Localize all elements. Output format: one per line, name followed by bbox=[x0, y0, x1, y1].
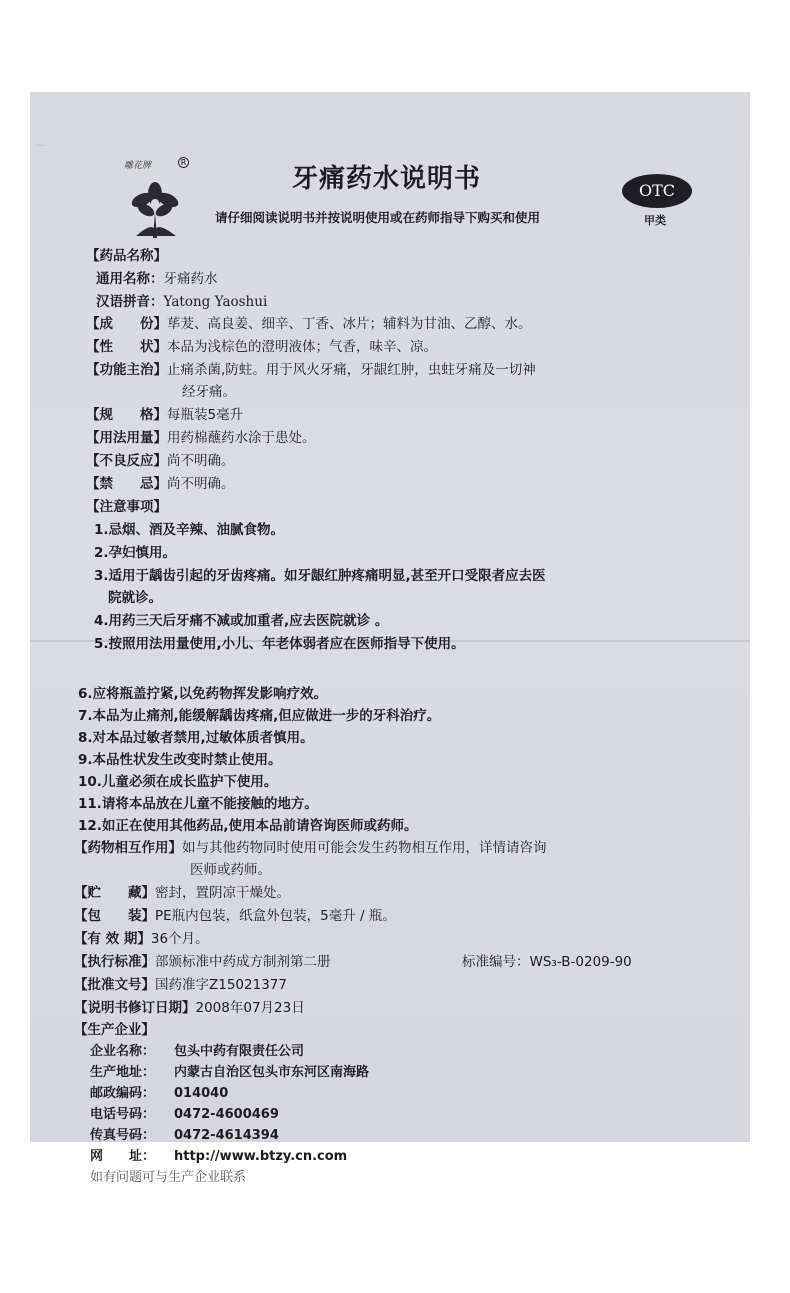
field-indications: 【功能主治】止痛杀菌,防蛀。用于风火牙痛，牙龈红肿，虫蛀牙痛及一切神 bbox=[86, 362, 536, 378]
field-description: 【性 状】本品为浅棕色的澄明液体；气香，味辛、凉。 bbox=[86, 339, 437, 355]
field-revision-date: 【说明书修订日期】2008年07月23日 bbox=[74, 1000, 305, 1016]
generic-name-row bbox=[96, 267, 218, 287]
field-indications-cont: 经牙痛。 bbox=[182, 384, 236, 400]
company-row: 生产地址： 内蒙古自治区包头市东河区南海路 bbox=[90, 1065, 370, 1080]
field-ingredients: 【成 份】荜茇、高良姜、细辛、丁香、冰片；辅料为甘油、乙醇、水。 bbox=[86, 316, 532, 332]
field-shelf-life: 【有 效 期】36个月。 bbox=[74, 931, 209, 947]
precaution-item: 6.应将瓶盖拧紧,以免药物挥发影响疗效。 bbox=[78, 686, 328, 702]
precaution-item: 8.对本品过敏者禁用,过敏体质者慎用。 bbox=[78, 730, 314, 746]
precaution-item-cont: 院就诊。 bbox=[108, 590, 162, 606]
field-drug-interactions-cont: 医师或药师。 bbox=[190, 862, 271, 878]
document-title: 牙痛药水说明书 bbox=[292, 164, 482, 194]
precaution-item: 1.忌烟、酒及辛辣、油腻食物。 bbox=[94, 522, 285, 538]
field-standard-number: 标准编号：WS₃-B-0209-90 bbox=[462, 954, 632, 970]
field-dosage: 【用法用量】用药棉蘸药水涂于患处。 bbox=[86, 430, 316, 446]
brand-logo bbox=[120, 158, 192, 244]
bleed-through-text: — bbox=[36, 138, 300, 151]
company-row: 传真号码： 0472-4614394 bbox=[90, 1128, 279, 1143]
generic-name-label: 通用名称： bbox=[96, 271, 164, 287]
field-drug-interactions: 【药物相互作用】如与其他药物同时使用可能会发生药物相互作用，详情请咨询 bbox=[74, 840, 547, 856]
precaution-item: 12.如正在使用其他药品,使用本品前请咨询医师或药师。 bbox=[78, 818, 418, 834]
company-row: 邮政编码： 014040 bbox=[90, 1086, 229, 1101]
otc-label: OTC bbox=[638, 181, 676, 200]
precaution-item: 7.本品为止痛剂,能缓解龋齿疼痛,但应做进一步的牙科治疗。 bbox=[78, 708, 441, 724]
precaution-item: 11.请将本品放在儿童不能接触的地方。 bbox=[78, 796, 318, 812]
precaution-item: 10.儿童必须在成长监护下使用。 bbox=[78, 774, 278, 790]
field-specification: 【规 格】每瓶装5毫升 bbox=[86, 407, 244, 423]
precaution-item: 5.按照用法用量使用,小儿、年老体弱者应在医师指导下使用。 bbox=[94, 636, 465, 652]
pinyin-row bbox=[96, 290, 267, 310]
precaution-item: 9.本品性状发生改变时禁止使用。 bbox=[78, 752, 282, 768]
registered-mark-icon: R bbox=[178, 157, 189, 168]
section-heading-precautions: 【注意事项】 bbox=[86, 499, 167, 515]
contact-footer: 如有问题可与生产企业联系 bbox=[90, 1170, 247, 1185]
otc-badge bbox=[622, 174, 692, 208]
company-row: 网 址： http://www.btzy.cn.com bbox=[90, 1149, 348, 1164]
field-packaging: 【包 装】PE瓶内包装，纸盒外包装，5毫升 / 瓶。 bbox=[74, 908, 396, 924]
instruction-leaflet bbox=[30, 92, 750, 1185]
company-row: 电话号码： 0472-4600469 bbox=[90, 1107, 279, 1122]
orchid-flower-icon bbox=[122, 172, 188, 242]
precaution-item: 3.适用于龋齿引起的牙齿疼痛。如牙龈红肿疼痛明显,甚至开口受限者应去医 bbox=[94, 568, 546, 584]
field-approval-number: 【批准文号】国药准字Z15021377 bbox=[74, 977, 287, 993]
pinyin-value: Yatong Yaoshui bbox=[163, 294, 268, 310]
document-subtitle: 请仔细阅读说明书并按说明使用或在药师指导下购买和使用 bbox=[215, 210, 541, 225]
field-contraindications: 【禁 忌】尚不明确。 bbox=[86, 476, 235, 492]
precaution-item: 4.用药三天后牙痛不减或加重者,应去医院就诊 。 bbox=[94, 613, 389, 629]
pinyin-label: 汉语拼音： bbox=[96, 294, 164, 310]
field-standard: 【执行标准】部颁标准中药成方制剂第二册 bbox=[74, 954, 331, 970]
otc-category: 甲类 bbox=[644, 214, 666, 227]
field-adverse-reactions: 【不良反应】尚不明确。 bbox=[86, 453, 235, 469]
section-heading-drug-name: 【药品名称】 bbox=[86, 248, 167, 264]
generic-name-value: 牙痛药水 bbox=[163, 271, 218, 287]
section-heading-manufacturer: 【生产企业】 bbox=[74, 1022, 155, 1038]
company-row: 企业名称： 包头中药有限责任公司 bbox=[90, 1044, 305, 1059]
precaution-item: 2.孕妇慎用。 bbox=[94, 545, 177, 561]
brand-name: 雕花牌 bbox=[124, 161, 152, 171]
field-storage: 【贮 藏】密封，置阴凉干燥处。 bbox=[74, 885, 290, 901]
